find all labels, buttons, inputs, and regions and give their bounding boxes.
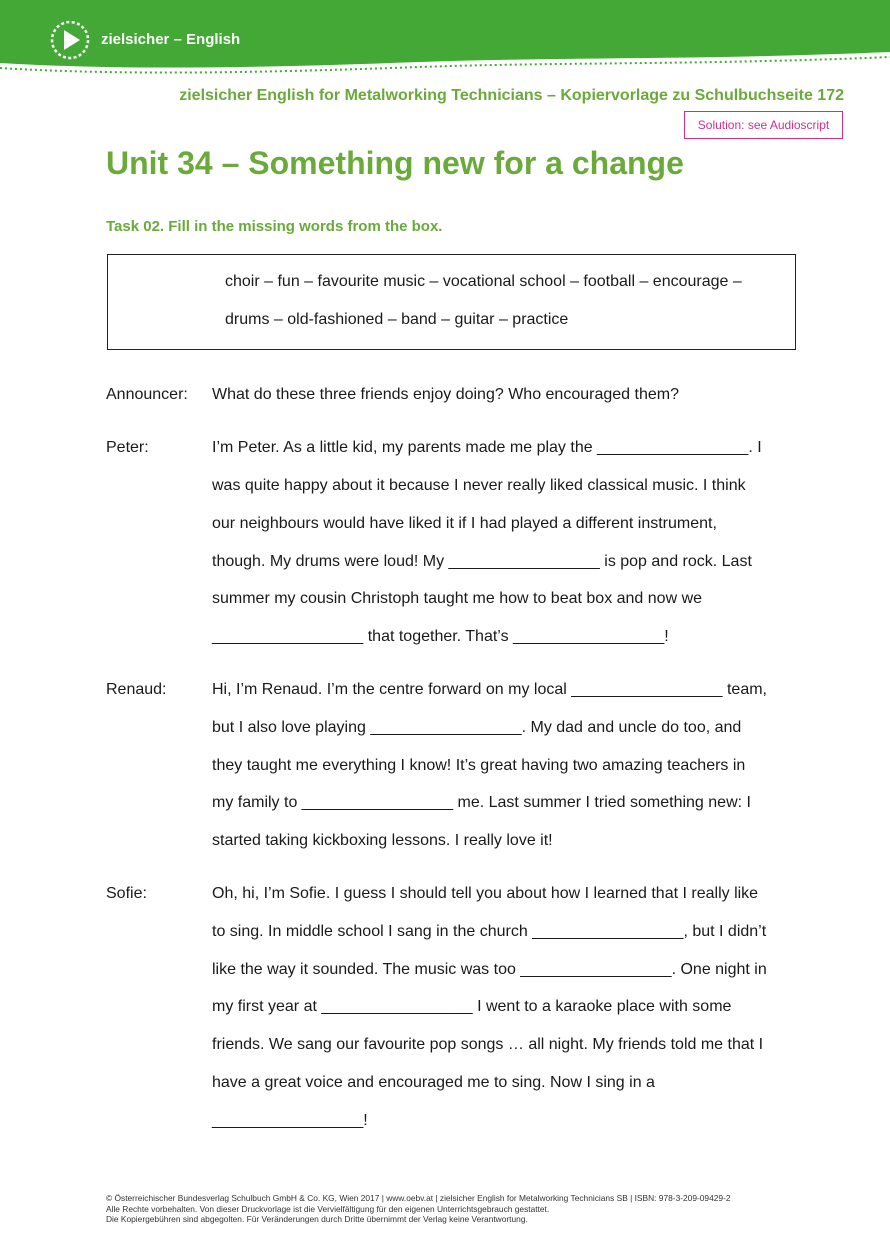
footer-line: © Österreichischer Bundesverlag Schulbuch GmbH & Co. KG, Wien 2017 | www.oebv.at | zielsicher English for Metalworking Technicians SB | ISBN: 978-3-209-09429-2	[106, 1193, 731, 1203]
word-box	[107, 254, 796, 350]
brand-name: zielsicher – English	[101, 31, 241, 48]
speaker-label: Peter:	[106, 439, 149, 456]
dialogue-line: my family to _________________ me. Last summer I tried something new: I	[212, 794, 751, 811]
copyright-footer	[106, 1193, 731, 1225]
dialogue-line: _________________!	[212, 1112, 368, 1129]
dialogue-line: I’m Peter. As a little kid, my parents made me play the _________________. I	[212, 439, 762, 456]
dialogue-line: friends. We sang our favourite pop songs … all night. My friends told me that I	[212, 1036, 764, 1053]
dialogue-line: though. My drums were loud! My _________________ is pop and rock. Last	[212, 553, 752, 570]
dialogue-line: have a great voice and encouraged me to sing. Now I sing in a	[212, 1074, 655, 1091]
dialogue-line: like the way it sounded. The music was too _________________. One night in	[212, 961, 767, 978]
page-subtitle: zielsicher English for Metalworking Technicians – Kopiervorlage zu Schulbuchseite 172	[179, 87, 844, 104]
dialogue-line: to sing. In middle school I sang in the church _________________, but I didn’t	[212, 923, 767, 940]
header-banner	[0, 0, 890, 80]
word-box-line: drums – old-fashioned – band – guitar – practice	[225, 311, 569, 328]
dialogue-line: started taking kickboxing lessons. I really love it!	[212, 832, 553, 849]
dialogue-line: Hi, I’m Renaud. I’m the centre forward on my local _________________ team,	[212, 681, 767, 698]
dialogue-line: was quite happy about it because I never really liked classical music. I think	[212, 477, 746, 494]
speaker-label: Sofie:	[106, 885, 147, 902]
speaker-label: Announcer:	[106, 386, 188, 403]
dialogue-line: our neighbours would have liked it if I had played a different instrument,	[212, 515, 717, 532]
dialogue-line: they taught me everything I know! It’s great having two amazing teachers in	[212, 757, 746, 774]
dialogue-line: my first year at _________________ I went to a karaoke place with some	[212, 998, 732, 1015]
footer-line: Alle Rechte vorbehalten. Von dieser Druckvorlage ist die Vervielfältigung für den eigenen Unterrichtsgebrauch gestattet.	[106, 1203, 550, 1214]
footer-line: Die Kopiergebühren sind abgegolten. Für Veränderungen durch Dritte übernimmt der Verlag keine Verantwortung.	[106, 1214, 528, 1225]
dialogue-line: What do these three friends enjoy doing? Who encouraged them?	[212, 386, 679, 403]
word-box-line: choir – fun – favourite music – vocational school – football – encourage –	[225, 273, 742, 290]
solution-note: Solution: see Audioscript	[684, 111, 843, 139]
dialogue-line: _________________ that together. That’s _________________!	[212, 628, 669, 645]
dialogue-line: but I also love playing _________________. My dad and uncle do too, and	[212, 719, 742, 736]
dialogue-line: Oh, hi, I’m Sofie. I guess I should tell you about how I learned that I really like	[212, 885, 759, 902]
page-title: Unit 34 – Something new for a change	[106, 145, 684, 181]
speaker-label: Renaud:	[106, 681, 167, 698]
task-instruction: Task 02. Fill in the missing words from the box.	[106, 218, 443, 235]
play-logo-icon	[50, 20, 90, 60]
dialogue-line: summer my cousin Christoph taught me how to beat box and now we	[212, 590, 703, 607]
